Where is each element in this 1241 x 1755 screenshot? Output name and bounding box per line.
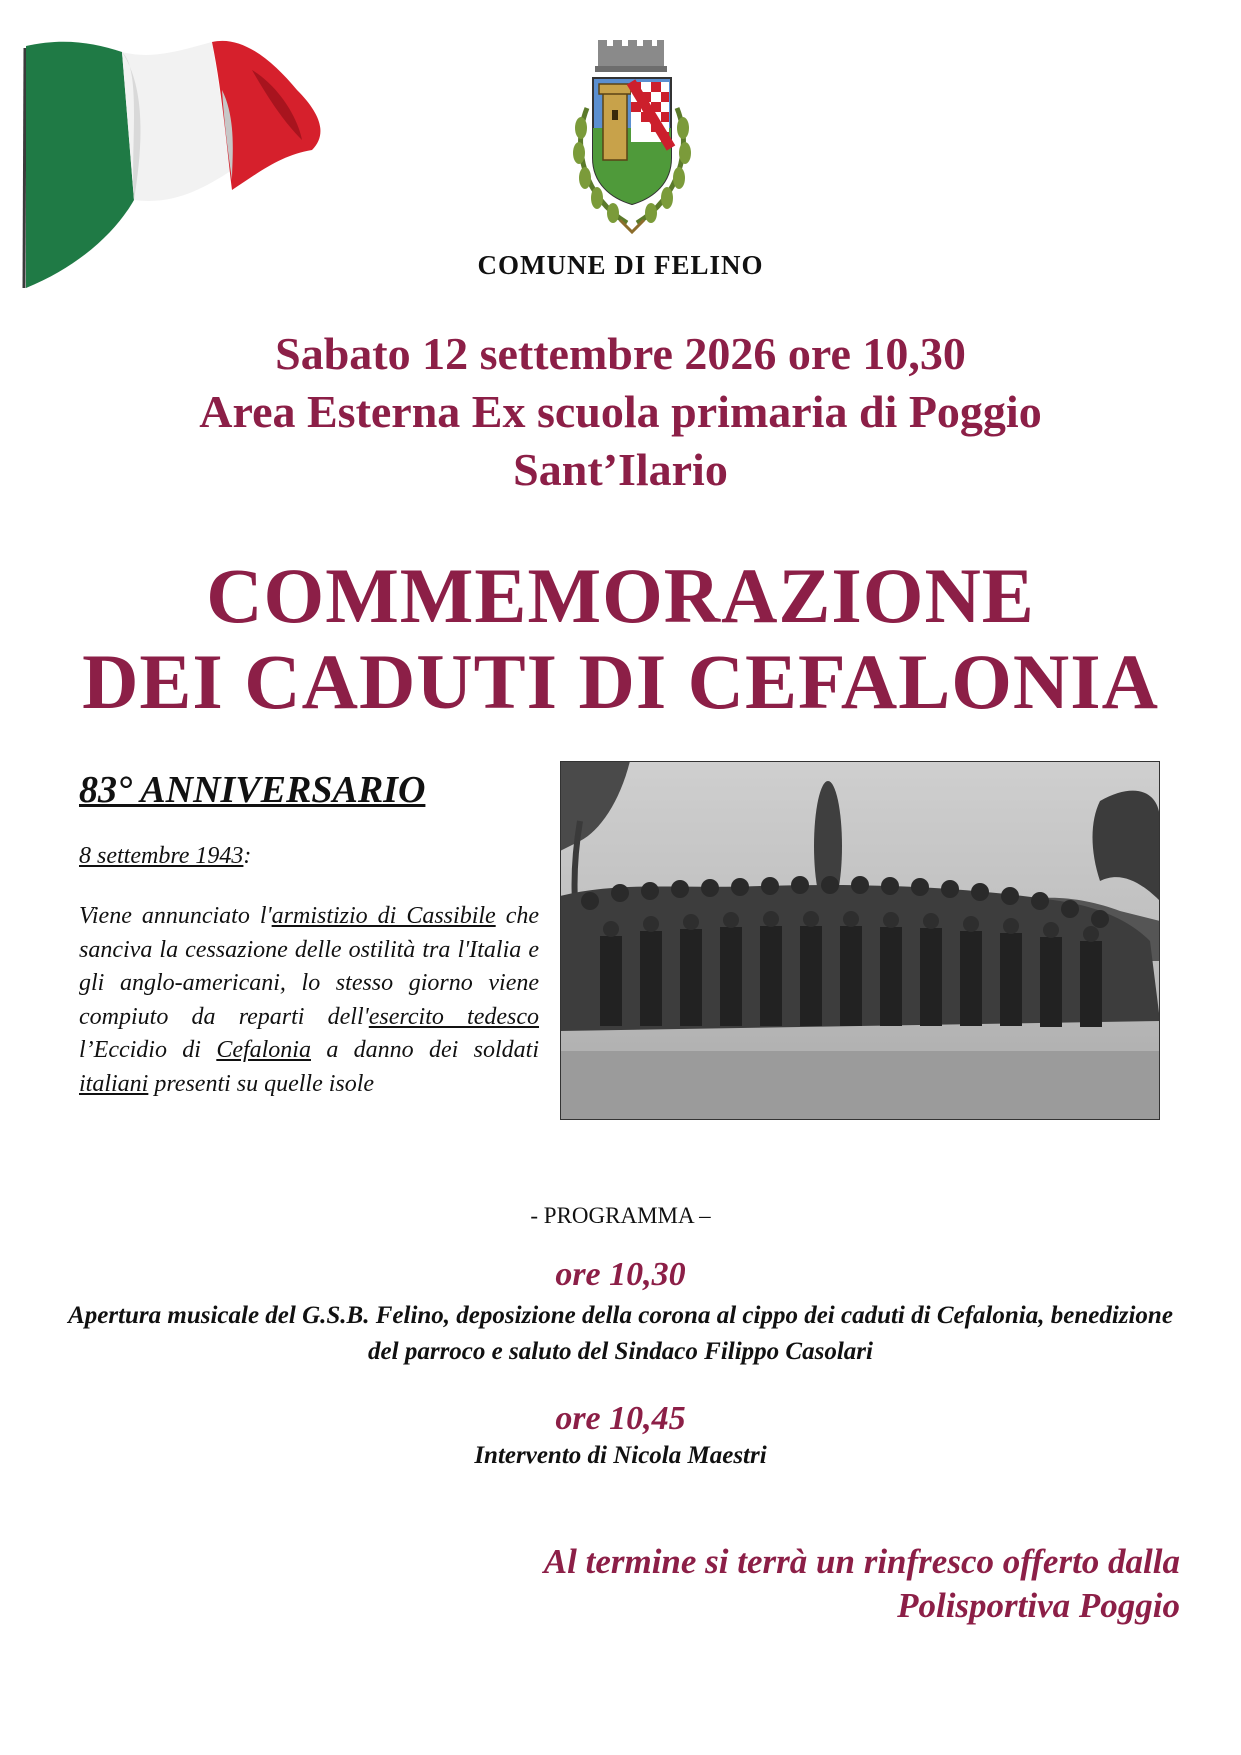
program-item-2-time: ore 10,45: [555, 1400, 686, 1437]
link-esercito-tedesco[interactable]: esercito tedesco: [368, 1003, 540, 1030]
history-date-suffix: :: [243, 843, 252, 869]
history-text: a danno dei soldati: [310, 1037, 539, 1063]
event-details: [0, 325, 1241, 499]
program-item-2-description: Intervento di Nicola Maestri: [474, 1442, 767, 1469]
history-text: presenti su quelle isole: [148, 1070, 375, 1097]
program-item-1-time: ore 10,30: [555, 1256, 686, 1293]
history-text: che sanciva la cessazione delle ostilità tra l'Italia e gli anglo-americani, lo stesso giorno viene compiuto da reparti dell': [79, 903, 539, 1030]
closing-note: [380, 1540, 1180, 1628]
municipality-name: COMUNE DI FELINO: [477, 250, 764, 280]
closing-note-line1: Al termine si terrà un rinfresco offerto dalla: [543, 1542, 1180, 1581]
history-text: Viene annunciato l': [79, 903, 272, 929]
event-location-town: Sant’Ilario: [513, 444, 728, 495]
event-location: Area Esterna Ex scuola primaria di Poggio: [199, 386, 1042, 437]
event-date-time: Sabato 12 settembre 2026 ore 10,30: [275, 328, 966, 379]
history-date: [79, 843, 251, 870]
coat-of-arms-icon: [565, 38, 700, 238]
link-cefalonia[interactable]: Cefalonia: [216, 1037, 311, 1063]
closing-note-line2: Polisportiva Poggio: [897, 1586, 1180, 1625]
history-text: l’Eccidio di: [79, 1037, 217, 1063]
main-title-line2: DEI CADUTI DI CEFALONIA: [82, 638, 1159, 725]
history-paragraph: [79, 900, 539, 1101]
link-armistizio[interactable]: armistizio di Cassibile: [271, 903, 496, 929]
main-title-line1: COMMEMORAZIONE: [206, 552, 1035, 639]
program-item-1-description: Apertura musicale del G.S.B. Felino, deposizione della corona al cippo dei caduti di Cefalonia, benedizione del parroco e saluto del Sindaco Filippo Casolari: [68, 1302, 1173, 1365]
main-title: [0, 553, 1241, 725]
link-italiani[interactable]: italiani: [79, 1070, 149, 1097]
history-date-text: 8 settembre 1943: [79, 843, 244, 869]
program-label: - PROGRAMMA –: [530, 1203, 711, 1228]
historical-photo: [560, 761, 1160, 1120]
anniversary-heading: 83° ANNIVERSARIO: [79, 769, 426, 811]
